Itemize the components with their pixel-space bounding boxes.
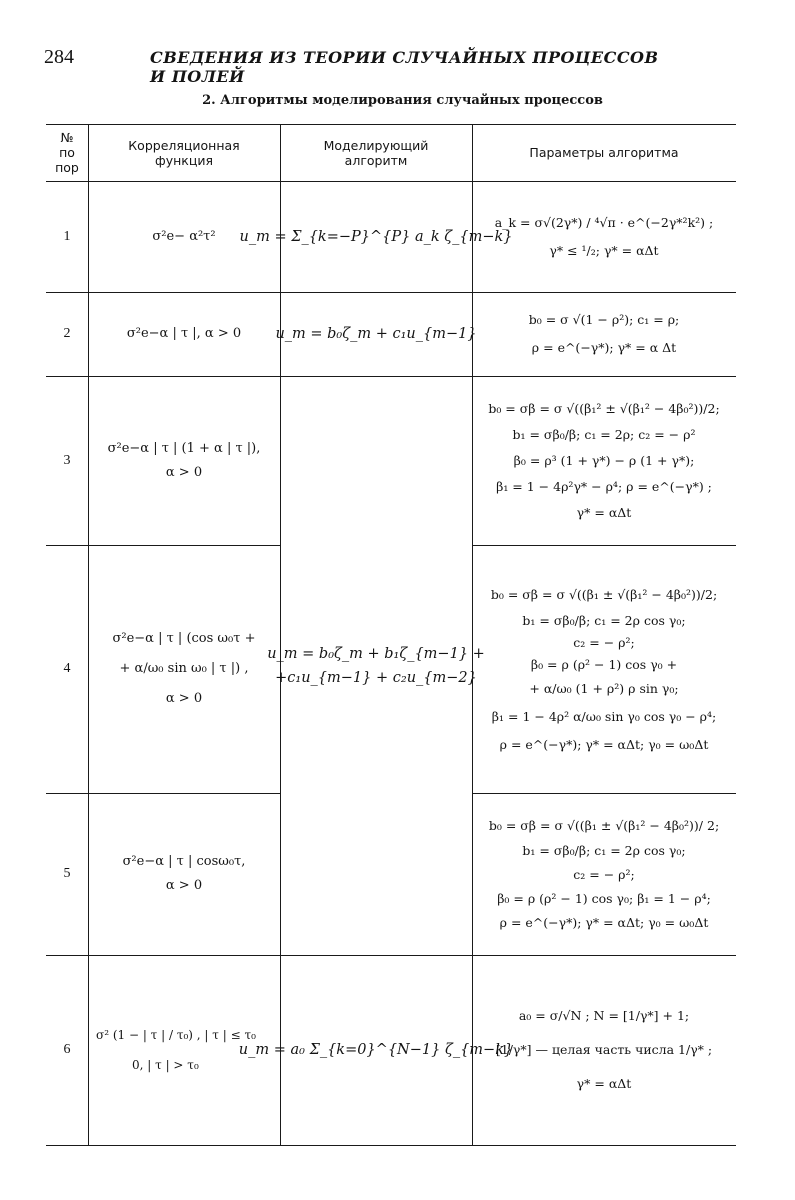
row-4-correlation-line-3: α > 0 xyxy=(165,691,203,706)
row-1-number: 1 xyxy=(63,228,71,244)
row-4-algorithm-line-1: u_m = b₀ζ_m + b₁ζ_{m−1} + xyxy=(267,645,485,662)
row-3-parameter-line-2: b₁ = σβ₀/β; c₁ = 2ρ; c₂ = − ρ² xyxy=(512,426,696,442)
row-6-parameter-line-3: γ* = αΔt xyxy=(576,1076,632,1091)
row-4-correlation-line-1: σ²e−α | τ | (cos ω₀τ + xyxy=(112,631,256,646)
row-3-parameter-line-5: γ* = αΔt xyxy=(576,504,632,520)
row-4-correlation-line-2: + α/ω₀ sin ω₀ | τ |) , xyxy=(119,661,249,676)
row-5-parameter-line-3: c₂ = − ρ²; xyxy=(573,867,635,882)
row-2-correlation xyxy=(88,292,280,376)
row-6-algorithm xyxy=(238,955,514,1145)
row-1-algorithm-line-1: u_m = Σ_{k=−P}^{P} a_k ζ_{m−k} xyxy=(239,228,513,245)
running-head: СВЕДЕНИЯ ИЗ ТЕОРИИ СЛУЧАЙНЫХ ПРОЦЕССОВ И ПОЛЕЙ xyxy=(150,48,659,86)
table-title: 2. Алгоритмы моделирования случайных процессов xyxy=(202,93,603,108)
row-5-correlation-line-1: σ²e−α | τ | cosω₀τ, xyxy=(122,854,246,869)
row-4-parameter-line-4: β₀ = ρ (ρ² − 1) cos γ₀ + xyxy=(530,657,678,672)
row-2-correlation-line-1: σ²e−α | τ |, α > 0 xyxy=(126,326,242,341)
row-1-correlation-line-1: σ²e− α²τ² xyxy=(152,228,216,244)
row-4-number: 4 xyxy=(63,661,71,676)
row-2-algorithm-line-1: u_m = b₀ζ_m + c₁u_{m−1} xyxy=(275,326,477,342)
row-3-number: 3 xyxy=(63,452,71,468)
header-algorithm xyxy=(280,124,472,181)
row-5-correlation xyxy=(88,793,280,955)
header-correlation xyxy=(88,124,280,181)
header-correlation-label: Корреляционная функция xyxy=(128,137,240,168)
row-3-parameter-line-1: b₀ = σβ = σ √((β₁² ± √(β₁² − 4β₀²))/2; xyxy=(488,400,720,416)
row-6-parameter-line-1: a₀ = σ/√N ; N = [1/γ*] + 1; xyxy=(518,1008,690,1023)
row-4-algorithm-line-2: +c₁u_{m−1} + c₂u_{m−2} xyxy=(275,669,477,686)
row-1-parameters xyxy=(472,181,736,292)
header-algorithm-label: Моделирующий алгоритм xyxy=(323,137,429,168)
row-6-parameters xyxy=(472,955,736,1145)
header-number-label: № по пор xyxy=(55,130,79,175)
row-1-parameter-line-1: a_k = σ√(2γ*) / ⁴√π · e^(−2γ*²k²) ; xyxy=(494,214,714,230)
row-4-parameter-line-7: ρ = e^(−γ*); γ* = αΔt; γ₀ = ω₀Δt xyxy=(499,737,709,752)
row-5-number: 5 xyxy=(63,866,71,881)
row-4-parameter-line-1: b₀ = σβ = σ √((β₁ ± √(β₁² − 4β₀²))/2; xyxy=(490,587,718,602)
row-3-correlation xyxy=(88,376,280,545)
row-3-parameter-line-3: β₀ = ρ³ (1 + γ*) − ρ (1 + γ*); xyxy=(513,452,695,468)
row-1-algorithm xyxy=(239,181,513,292)
header-number xyxy=(46,124,88,181)
row-4-parameters xyxy=(472,545,736,793)
row-5-parameter-line-2: b₁ = σβ₀/β; c₁ = 2ρ cos γ₀; xyxy=(522,843,686,858)
page-number: 284 xyxy=(44,46,74,68)
row-5-parameter-line-1: b₀ = σβ = σ √((β₁ ± √(β₁² − 4β₀²))/ 2; xyxy=(488,818,720,833)
row-4-parameter-line-5: + α/ω₀ (1 + ρ²) ρ sin γ₀; xyxy=(529,681,679,696)
row-3-parameter-line-4: β₁ = 1 − 4ρ²γ* − ρ⁴; ρ = e^(−γ*) ; xyxy=(496,478,712,494)
row-3-correlation-line-2: α > 0 xyxy=(165,464,203,480)
row-2-parameter-line-2: ρ = e^(−γ*); γ* = α Δt xyxy=(531,340,677,355)
row-2-number: 2 xyxy=(63,326,71,341)
row-5-parameter-line-4: β₀ = ρ (ρ² − 1) cos γ₀; β₁ = 1 − ρ⁴; xyxy=(497,891,711,906)
row-6-correlation-line-2: 0, | τ | > τ₀ xyxy=(132,1058,199,1072)
row-5-parameters xyxy=(472,793,736,955)
row-1-parameter-line-2: γ* ≤ ¹/₂; γ* = αΔt xyxy=(549,242,659,258)
row-4-parameter-line-2: b₁ = σβ₀/β; c₁ = 2ρ cos γ₀; xyxy=(522,613,686,628)
rows-3-5-algorithm xyxy=(267,376,485,955)
row-4-correlation xyxy=(88,545,280,793)
row-3-parameters xyxy=(472,376,736,545)
row-6-algorithm-line-1: u_m = a₀ Σ_{k=0}^{N−1} ζ_{m−k} xyxy=(238,1042,514,1058)
row-2-parameters xyxy=(472,292,736,376)
header-parameters xyxy=(472,124,736,181)
row-4-parameter-line-3: c₂ = − ρ²; xyxy=(573,635,635,650)
row-4-parameter-line-6: β₁ = 1 − 4ρ² α/ω₀ sin γ₀ cos γ₀ − ρ⁴; xyxy=(491,709,717,724)
row-5-correlation-line-2: α > 0 xyxy=(165,878,203,893)
row-2-parameter-line-1: b₀ = σ √(1 − ρ²); c₁ = ρ; xyxy=(528,312,680,327)
row-6-parameter-line-2: [1/γ*] — целая часть числа 1/γ* ; xyxy=(495,1042,713,1057)
header-parameters-label: Параметры алгоритма xyxy=(529,145,679,160)
row-5-parameter-line-5: ρ = e^(−γ*); γ* = αΔt; γ₀ = ω₀Δt xyxy=(499,915,709,930)
row-3-correlation-line-1: σ²e−α | τ | (1 + α | τ |), xyxy=(107,440,261,456)
row-6-correlation-line-1: σ² (1 − | τ | / τ₀) , | τ | ≤ τ₀ xyxy=(96,1028,256,1042)
table-bottom-rule xyxy=(46,1145,736,1146)
row-2-algorithm xyxy=(275,292,477,376)
row-6-number: 6 xyxy=(63,1042,71,1057)
